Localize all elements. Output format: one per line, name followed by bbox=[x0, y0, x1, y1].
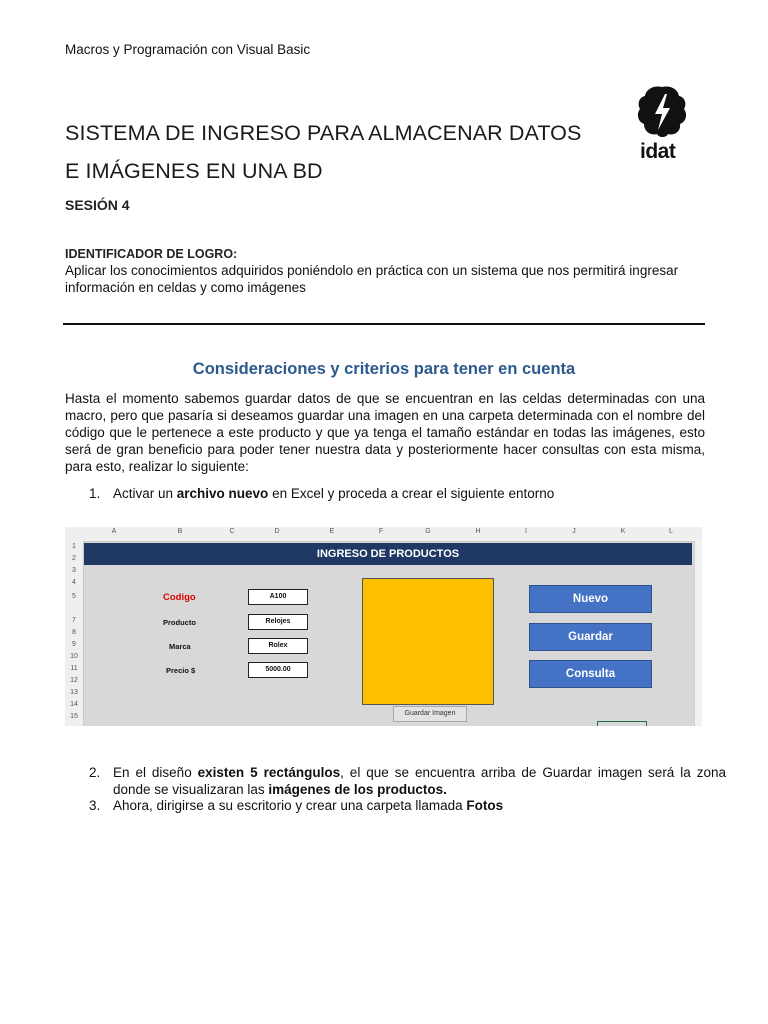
column-header: I bbox=[525, 528, 527, 535]
list-text: Activar un bbox=[113, 486, 177, 501]
column-headers bbox=[65, 527, 702, 542]
list-number: 1. bbox=[89, 486, 101, 501]
list-number: 3. bbox=[89, 798, 101, 813]
row-header: 2 bbox=[72, 555, 76, 562]
field-value-precio[interactable]: 5000.00 bbox=[248, 662, 308, 678]
list-text: en Excel y proceda a crear el siguiente entorno bbox=[268, 486, 555, 501]
save-button[interactable]: Guardar bbox=[529, 623, 652, 651]
row-header: 13 bbox=[70, 689, 78, 696]
query-button[interactable]: Consulta bbox=[529, 660, 652, 688]
new-button[interactable]: Nuevo bbox=[529, 585, 652, 613]
idat-logo bbox=[636, 84, 688, 164]
list-bold-text: Fotos bbox=[466, 798, 504, 813]
row-header: 10 bbox=[70, 653, 78, 660]
list-bold-text: archivo nuevo bbox=[176, 486, 269, 501]
selected-cell bbox=[597, 721, 647, 726]
logo-text: idat bbox=[640, 140, 676, 163]
list-text: Ahora, dirigirse a su escritorio y crear una carpeta llamada bbox=[113, 798, 467, 813]
row-header: 12 bbox=[70, 677, 78, 684]
divider bbox=[63, 323, 705, 325]
field-label-precio: Precio $ bbox=[166, 666, 196, 675]
field-value-marca[interactable]: Rolex bbox=[248, 638, 308, 654]
row-header: 4 bbox=[72, 579, 76, 586]
goal-label: IDENTIFICADOR DE LOGRO: bbox=[65, 247, 238, 261]
column-header: C bbox=[229, 528, 235, 535]
row-header: 11 bbox=[70, 665, 78, 672]
column-header: J bbox=[572, 528, 576, 535]
row-header: 15 bbox=[70, 713, 78, 720]
row-headers bbox=[65, 541, 84, 726]
section-title: Consideraciones y criterios para tener en cuenta bbox=[192, 360, 576, 378]
document-title-line-1: SISTEMA DE INGRESO PARA ALMACENAR DATOS bbox=[65, 121, 582, 145]
column-header: L bbox=[669, 528, 673, 535]
save-image-button[interactable]: Guardar Imagen bbox=[393, 706, 467, 722]
document-header: Macros y Programación con Visual Basic bbox=[65, 42, 311, 57]
excel-screenshot bbox=[65, 527, 702, 726]
column-header: A bbox=[111, 528, 117, 535]
row-header: 14 bbox=[70, 701, 78, 708]
row-header: 9 bbox=[72, 641, 76, 648]
row-header: 7 bbox=[72, 617, 76, 624]
field-value-producto[interactable]: Relojes bbox=[248, 614, 308, 630]
list-number: 2. bbox=[89, 765, 101, 780]
goal-text: Aplicar los conocimientos adquiridos poniéndolo en práctica con un sistema que nos permitirá ingresar información en celdas y como imágenes bbox=[65, 263, 679, 295]
column-header: D bbox=[274, 528, 280, 535]
list-bold-text: imágenes de los productos. bbox=[268, 782, 447, 797]
field-value-codigo[interactable]: A100 bbox=[248, 589, 308, 605]
field-label-producto: Producto bbox=[163, 618, 196, 627]
document-title-line-2: E IMÁGENES EN UNA BD bbox=[65, 159, 323, 183]
field-label-marca: Marca bbox=[169, 642, 191, 651]
column-header: K bbox=[620, 528, 626, 535]
column-header: G bbox=[425, 528, 431, 535]
row-header: 3 bbox=[72, 567, 76, 574]
column-header: E bbox=[329, 528, 335, 535]
field-label-codigo: Codigo bbox=[163, 592, 196, 603]
column-header: B bbox=[177, 528, 183, 535]
product-image-area bbox=[362, 578, 494, 705]
brain-bolt-icon bbox=[636, 84, 688, 140]
list-bold-text: existen 5 rectángulos bbox=[197, 765, 341, 780]
column-header: F bbox=[378, 528, 384, 535]
form-banner: INGRESO DE PRODUCTOS bbox=[84, 543, 692, 565]
list-text: , el que se encuentra arriba de Guardar imagen será la zona donde se visualizaran las bbox=[113, 765, 726, 797]
column-header: H bbox=[475, 528, 481, 535]
intro-paragraph: Hasta el momento sabemos guardar datos de que se encuentran en las celdas determinadas con una macro, pero que pasaría si deseamos guardar una imagen en una carpeta determinada con el nombre del código que le pertenece a este producto y que ya tenga el tamaño estándar en todas las imágenes, esto será de gran beneficio para poder tener nuestra data y posteriormente hacer consultas con esta misma, para esto, realizar lo siguiente: bbox=[65, 391, 705, 474]
vertical-scrollbar[interactable] bbox=[694, 541, 702, 726]
row-header: 5 bbox=[72, 593, 76, 600]
row-header: 8 bbox=[72, 629, 76, 636]
session-label: SESIÓN 4 bbox=[65, 197, 130, 213]
list-text: En el diseño bbox=[113, 765, 198, 780]
row-header: 1 bbox=[72, 543, 76, 550]
